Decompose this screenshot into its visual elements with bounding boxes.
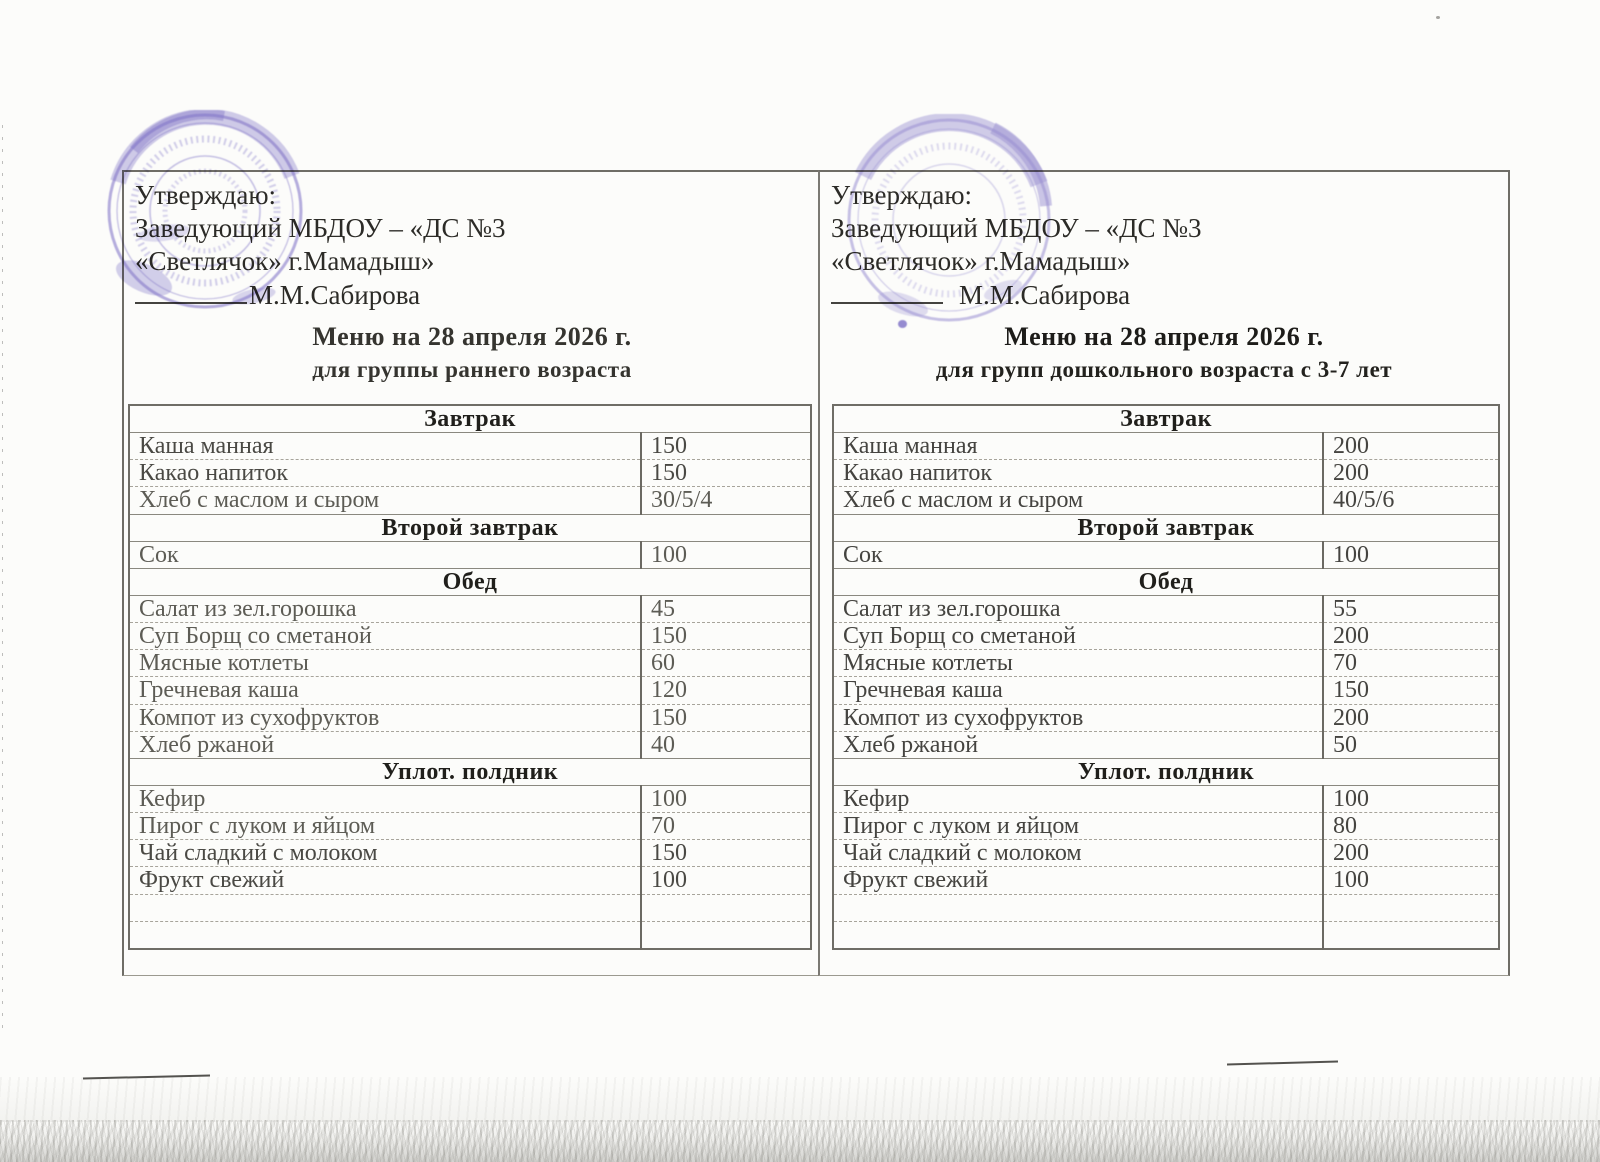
dish-name-cell: Гречневая каша (129, 677, 641, 704)
portion-cell: 100 (1323, 867, 1499, 894)
dish-name-cell: Суп Борщ со сметаной (833, 623, 1323, 650)
menu-item-row (833, 677, 1499, 704)
menu-title: Меню на 28 апреля 2026 г. (1004, 322, 1324, 351)
section-header: Завтрак (833, 405, 1499, 433)
dish-name-cell (833, 921, 1323, 949)
menu-item-row (129, 433, 811, 460)
scan-speck (1436, 16, 1440, 19)
dish-name-cell (833, 894, 1323, 921)
section-header-row (129, 568, 811, 595)
section-header-row (833, 568, 1499, 595)
scan-noise-faint (0, 1077, 1600, 1122)
menu-item-row (833, 785, 1499, 812)
menu-item-row (129, 813, 811, 840)
dish-name-cell: Мясные котлеты (833, 650, 1323, 677)
section-header: Уплот. полдник (833, 758, 1499, 785)
section-header-row (833, 758, 1499, 785)
portion-cell (1323, 921, 1499, 949)
portion-cell: 100 (1323, 541, 1499, 568)
scan-noise-band (0, 1120, 1600, 1162)
menu-title-block (820, 322, 1508, 383)
portion-cell: 45 (641, 595, 811, 622)
dish-name-cell: Чай сладкий с молоком (129, 840, 641, 867)
portion-cell: 100 (641, 785, 811, 812)
approval-block (831, 179, 1202, 312)
portion-cell: 150 (641, 840, 811, 867)
stray-pen-line (1227, 1061, 1338, 1066)
portion-cell: 200 (1323, 623, 1499, 650)
approval-line: «Светлячок» г.Мамадыш» (135, 246, 435, 276)
menu-item-row (833, 867, 1499, 894)
scan-edge-artifact (2, 125, 3, 1035)
signature-name: М.М.Сабирова (249, 280, 421, 310)
portion-cell: 80 (1323, 813, 1499, 840)
section-header: Обед (129, 568, 811, 595)
menu-item-row (129, 623, 811, 650)
signature-row (831, 278, 1202, 312)
menu-item-row (129, 731, 811, 758)
approval-line: Утверждаю: (135, 180, 277, 210)
portion-cell: 30/5/4 (641, 487, 811, 514)
menu-item-row (129, 677, 811, 704)
dish-name-cell: Хлеб ржаной (833, 731, 1323, 758)
menu-item-row (129, 460, 811, 487)
menu-item-row (129, 595, 811, 622)
menu-item-row (833, 840, 1499, 867)
section-header-row (129, 405, 811, 433)
section-header: Второй завтрак (833, 514, 1499, 541)
dish-name-cell: Сок (129, 541, 641, 568)
portion-cell (1323, 894, 1499, 921)
portion-cell: 100 (641, 867, 811, 894)
menu-item-row (833, 595, 1499, 622)
dish-name-cell: Салат из зел.горошка (833, 595, 1323, 622)
section-header: Завтрак (129, 405, 811, 433)
empty-row (833, 921, 1499, 949)
menu-item-row (833, 460, 1499, 487)
portion-cell: 200 (1323, 704, 1499, 731)
section-header: Уплот. полдник (129, 758, 811, 785)
dish-name-cell: Сок (833, 541, 1323, 568)
section-header-row (833, 514, 1499, 541)
menu-item-row (833, 487, 1499, 514)
menu-item-row (833, 813, 1499, 840)
section-header-row (129, 758, 811, 785)
portion-cell: 60 (641, 650, 811, 677)
portion-cell: 40 (641, 731, 811, 758)
portion-cell: 200 (1323, 840, 1499, 867)
dish-name-cell: Какао напиток (129, 460, 641, 487)
section-header-row (833, 405, 1499, 433)
dish-name-cell: Каша манная (129, 433, 641, 460)
menu-table-early-age (128, 404, 812, 950)
menu-item-row (833, 704, 1499, 731)
empty-row (129, 894, 811, 921)
approval-line: «Светлячок» г.Мамадыш» (831, 246, 1131, 276)
approval-block (135, 179, 506, 312)
section-header: Обед (833, 568, 1499, 595)
menu-subtitle: для группы раннего возраста (312, 357, 632, 382)
menu-item-row (833, 433, 1499, 460)
menu-subtitle: для групп дошкольного возраста с 3-7 лет (935, 357, 1393, 382)
portion-cell: 40/5/6 (1323, 487, 1499, 514)
portion-cell: 200 (1323, 460, 1499, 487)
dish-name-cell: Мясные котлеты (129, 650, 641, 677)
empty-row (129, 921, 811, 949)
signature-name: М.М.Сабирова (959, 280, 1131, 310)
portion-cell: 55 (1323, 595, 1499, 622)
menu-item-row (129, 785, 811, 812)
dish-name-cell: Чай сладкий с молоком (833, 840, 1323, 867)
menu-item-row (833, 731, 1499, 758)
section-header-row (129, 514, 811, 541)
portion-cell: 70 (641, 813, 811, 840)
portion-cell: 150 (641, 623, 811, 650)
section-header: Второй завтрак (129, 514, 811, 541)
menu-table-preschool (832, 404, 1500, 950)
portion-cell: 200 (1323, 433, 1499, 460)
portion-cell: 150 (641, 460, 811, 487)
portion-cell: 120 (641, 677, 811, 704)
menu-item-row (129, 487, 811, 514)
portion-cell (641, 921, 811, 949)
portion-cell: 150 (641, 704, 811, 731)
dish-name-cell: Хлеб с маслом и сыром (129, 487, 641, 514)
portion-cell: 70 (1323, 650, 1499, 677)
menu-title-block (124, 322, 820, 383)
dish-name-cell: Гречневая каша (833, 677, 1323, 704)
portion-cell: 50 (1323, 731, 1499, 758)
menu-item-row (833, 650, 1499, 677)
dish-name-cell: Компот из сухофруктов (833, 704, 1323, 731)
signature-line (831, 278, 943, 304)
dish-name-cell: Кефир (129, 785, 641, 812)
menu-item-row (129, 840, 811, 867)
signature-row (135, 278, 506, 312)
dish-name-cell: Кефир (833, 785, 1323, 812)
dish-name-cell: Салат из зел.горошка (129, 595, 641, 622)
approval-line: Утверждаю: (831, 180, 973, 210)
dish-name-cell: Суп Борщ со сметаной (129, 623, 641, 650)
dish-name-cell (129, 921, 641, 949)
menu-item-row (833, 623, 1499, 650)
dish-name-cell: Пирог с луком и яйцом (129, 813, 641, 840)
menu-title: Меню на 28 апреля 2026 г. (312, 322, 632, 351)
menu-panel-preschool (818, 170, 1510, 976)
dish-name-cell: Хлеб ржаной (129, 731, 641, 758)
dish-name-cell: Какао напиток (833, 460, 1323, 487)
menu-item-row (129, 650, 811, 677)
menu-item-row (129, 867, 811, 894)
portion-cell: 150 (1323, 677, 1499, 704)
portion-cell: 100 (1323, 785, 1499, 812)
approval-line: Заведующий МБДОУ – «ДС №3 (135, 213, 506, 243)
dish-name-cell: Компот из сухофруктов (129, 704, 641, 731)
portion-cell (641, 894, 811, 921)
signature-line (135, 278, 247, 304)
menu-item-row (833, 541, 1499, 568)
portion-cell: 150 (641, 433, 811, 460)
dish-name-cell: Хлеб с маслом и сыром (833, 487, 1323, 514)
dish-name-cell (129, 894, 641, 921)
portion-cell: 100 (641, 541, 811, 568)
stamp-ink-dot (898, 320, 907, 328)
menu-panel-early-age (122, 170, 820, 976)
dish-name-cell: Каша манная (833, 433, 1323, 460)
empty-row (833, 894, 1499, 921)
approval-line: Заведующий МБДОУ – «ДС №3 (831, 213, 1202, 243)
menu-item-row (129, 541, 811, 568)
dish-name-cell: Фрукт свежий (833, 867, 1323, 894)
dish-name-cell: Фрукт свежий (129, 867, 641, 894)
dish-name-cell: Пирог с луком и яйцом (833, 813, 1323, 840)
menu-item-row (129, 704, 811, 731)
